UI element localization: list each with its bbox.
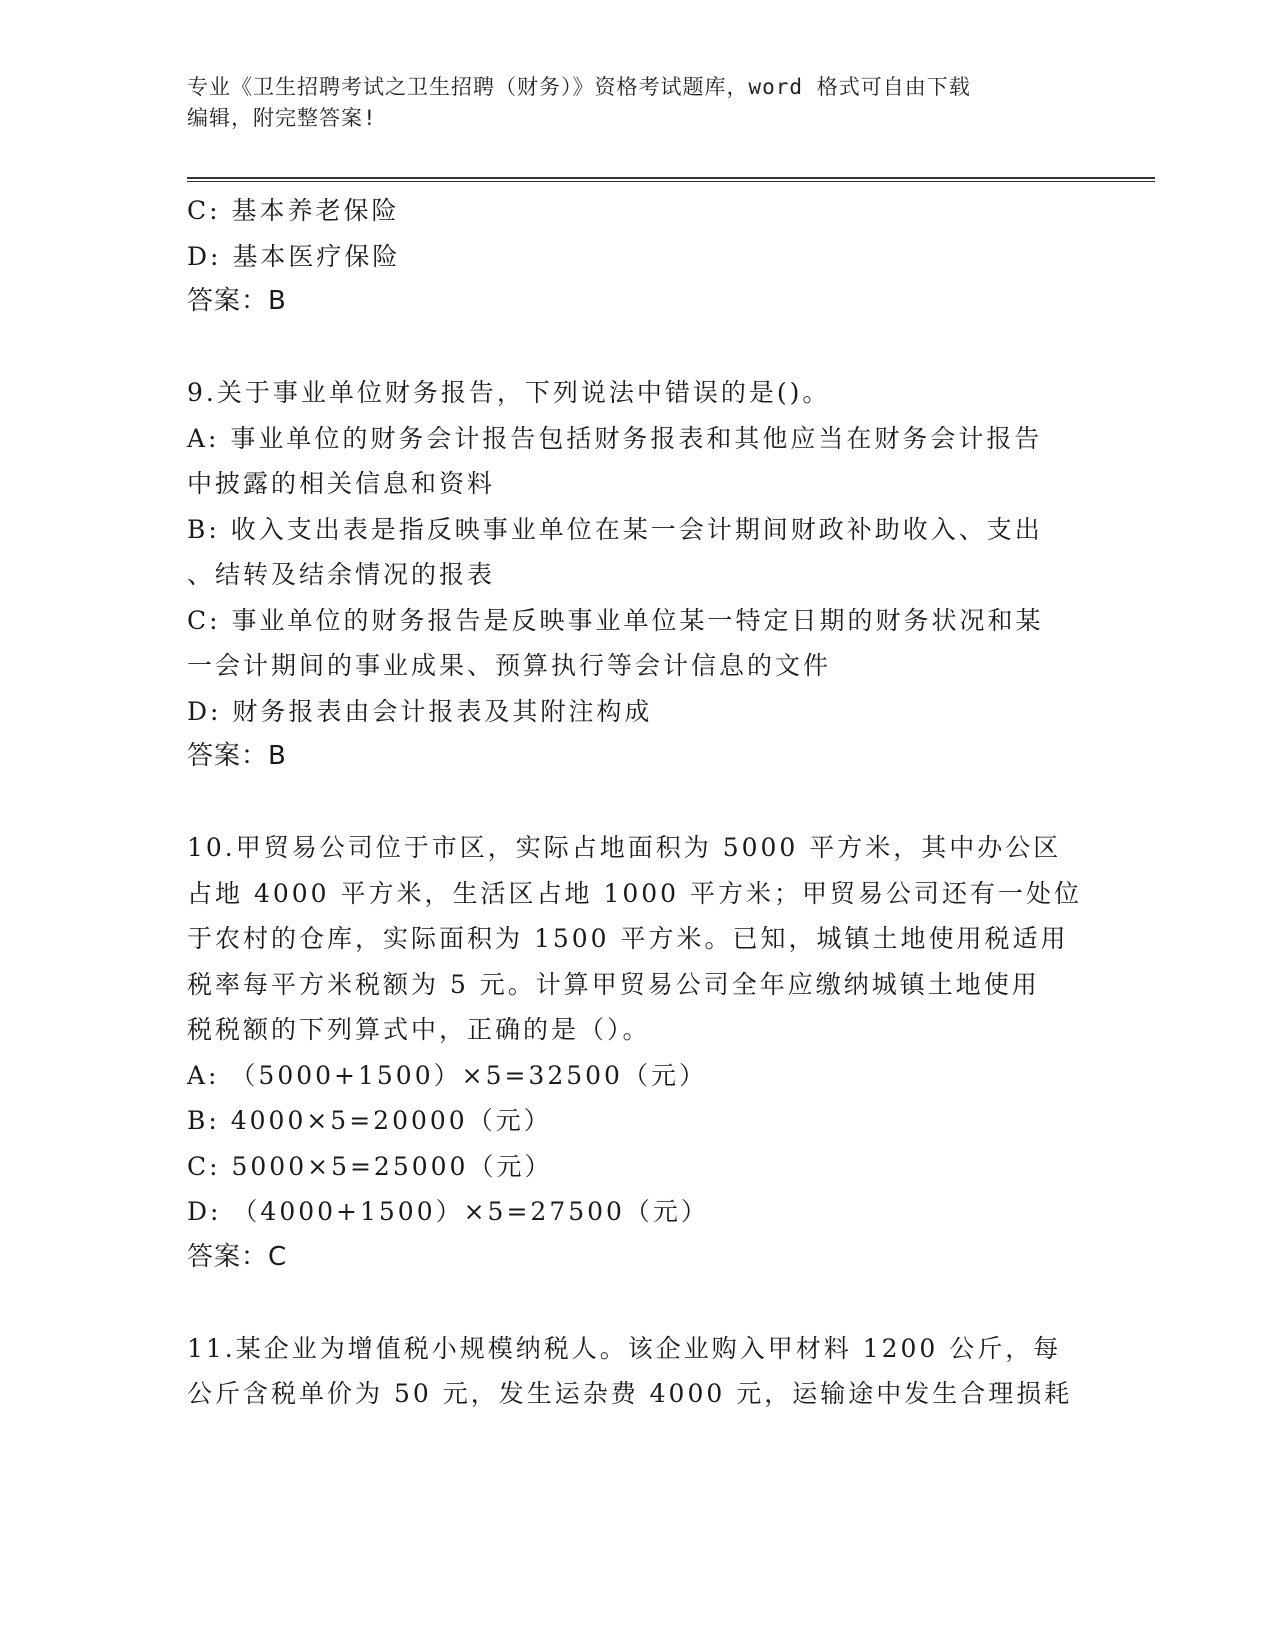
q10-option-a: A: （5000+1500）×5=32500（元） — [187, 1060, 707, 1090]
question-content — [187, 188, 1087, 1417]
q8-option-d: D: 基本医疗保险 — [187, 241, 401, 271]
header-divider — [187, 177, 1155, 182]
q10-question-line4: 税率每平方米税额为 5 元。计算甲贸易公司全年应缴纳城镇土地使用 — [187, 969, 1040, 999]
q10-question-line2: 占地 4000 平方米，生活区占地 1000 平方米；甲贸易公司还有一处位 — [187, 878, 1083, 908]
q9-option-b-line2: 、结转及结余情况的报表 — [187, 560, 496, 589]
q10-question-line3: 于农村的仓库，实际面积为 1500 平方米。已知，城镇土地使用税适用 — [187, 924, 1069, 953]
q10-option-b: B: 4000×5=20000（元） — [187, 1106, 552, 1135]
q8-answer: 答案：B — [187, 286, 287, 316]
spacer — [187, 780, 1087, 826]
q11-question-line2: 公斤含税单价为 50 元，发生运杂费 4000 元，运输途中发生合理损耗 — [187, 1379, 1073, 1408]
q11-question-line1: 11.某企业为增值税小规模纳税人。该企业购入甲材料 1200 公斤，每 — [187, 1333, 1062, 1363]
spacer — [187, 325, 1087, 371]
page-header — [187, 72, 1067, 134]
q9-question: 9.关于事业单位财务报告，下列说法中错误的是()。 — [187, 378, 831, 407]
q9-option-a-line1: A: 事业单位的财务会计报告包括财务报表和其他应当在财务会计报告 — [187, 423, 1043, 453]
q9-option-d: D: 财务报表由会计报表及其附注构成 — [187, 696, 653, 726]
q9-option-b-line1: B: 收入支出表是指反映事业单位在某一会计期间财政补助收入、支出 — [187, 514, 1043, 544]
header-line-1: 专业《卫生招聘考试之卫生招聘（财务）》资格考试题库，word 格式可自由下载 — [187, 75, 971, 99]
q9-option-c-line1: C: 事业单位的财务报告是反映事业单位某一特定日期的财务状况和某 — [187, 605, 1044, 635]
q9-answer: 答案：B — [187, 741, 287, 771]
spacer — [187, 1280, 1087, 1326]
q10-option-d: D: （4000+1500）×5=27500（元） — [187, 1197, 709, 1226]
q10-question-line5: 税税额的下列算式中，正确的是（）。 — [187, 1015, 651, 1044]
q10-option-c: C: 5000×5=25000（元） — [187, 1151, 553, 1181]
q10-answer: 答案：C — [187, 1241, 288, 1272]
q9-option-c-line2: 一会计期间的事业成果、预算执行等会计信息的文件 — [187, 651, 832, 680]
q9-option-a-line2: 中披露的相关信息和资料 — [187, 469, 496, 498]
q10-question-line1: 10.甲贸易公司位于市区，实际占地面积为 5000 平方米，其中办公区 — [187, 833, 1062, 862]
q8-option-c: C: 基本养老保险 — [187, 196, 400, 225]
header-line-2: 编辑，附完整答案! — [187, 106, 377, 130]
